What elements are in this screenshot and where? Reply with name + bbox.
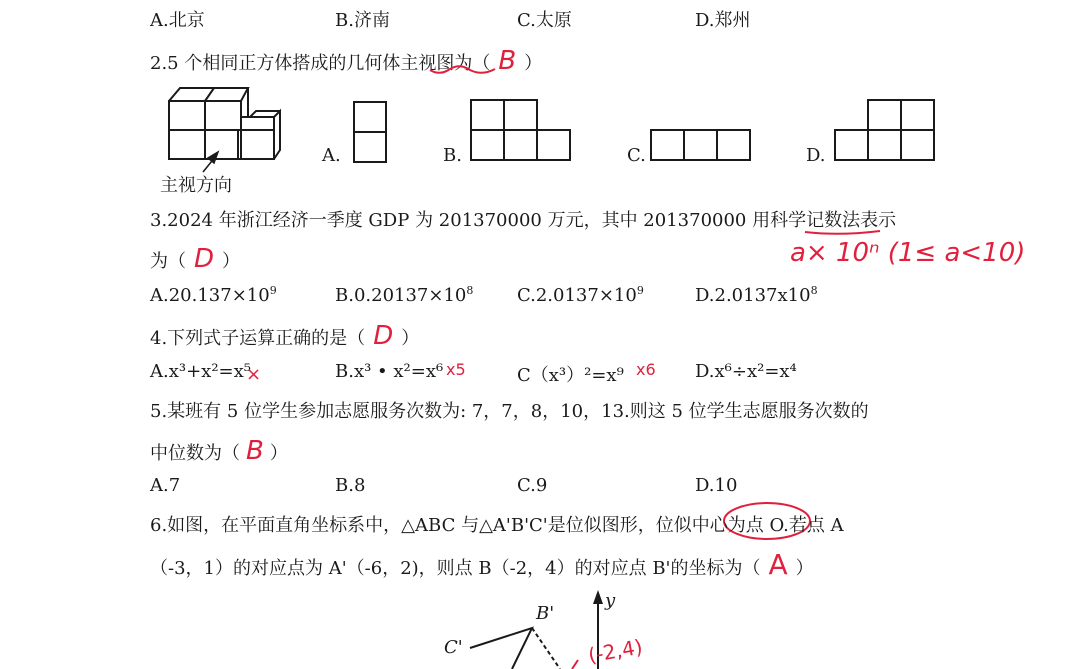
- q2-close: ）: [524, 53, 543, 74]
- q6-answer: A: [768, 548, 788, 581]
- q3-option-b-base: B.0.20137×10: [335, 285, 467, 306]
- q2-option-a-label: A.: [322, 145, 341, 166]
- q6-stem-line1: 6.如图，在平面直角坐标系中，△ABC 与△A'B'C'是位似图形，位似中心为点 O.若点 A: [150, 515, 844, 536]
- q3-handwritten-note: a× 10ⁿ (1≤ a<10): [790, 238, 1026, 268]
- q4-answer: D: [373, 321, 394, 351]
- q3-option-d-base: D.2.0137x10: [695, 285, 811, 306]
- q4-stem: [150, 321, 419, 351]
- q1-option-a: A.北京: [150, 10, 205, 31]
- q3-option-a-exp: 9: [269, 284, 277, 297]
- q4-mark-c: x6: [636, 360, 656, 379]
- q3-option-d-exp: 8: [810, 284, 818, 297]
- q6-label-b-prime: B': [536, 603, 555, 624]
- q4-option-a: A.x³+x²=x⁵: [150, 361, 251, 382]
- q3-option-b: [335, 284, 473, 306]
- q2-option-d-label: D.: [806, 145, 826, 166]
- q6-label-y-axis: y: [605, 590, 616, 611]
- q2-option-b-label: B.: [443, 145, 462, 166]
- q5-stem-suffix: ）: [269, 443, 288, 464]
- q6-stem-line2: [150, 548, 814, 581]
- y-axis-arrow: [593, 590, 603, 604]
- q6-handwritten-note: (-2,4): [586, 634, 645, 668]
- view-direction-label: 主视方向: [160, 175, 232, 196]
- q5-stem-line1: 5.某班有 5 位学生参加志愿服务次数为: 7，7，8，10，13.则这 5 位学生志愿服务次数的: [150, 401, 869, 422]
- q3-option-b-exp: 8: [466, 284, 474, 297]
- q4-stem-suffix: ）: [401, 328, 420, 349]
- q5-option-c: C.9: [517, 475, 548, 496]
- q2-solid-figure: [169, 88, 280, 159]
- q3-answer: D: [194, 244, 215, 274]
- q4-stem-prefix: 4.下列式子运算正确的是（: [150, 328, 366, 349]
- triangle-prime: [470, 628, 532, 669]
- q2-option-c-label: C.: [627, 145, 646, 166]
- q3-option-c: [517, 284, 644, 306]
- q3-option-a: [150, 284, 277, 306]
- q6-stem-text: （-3，1）的对应点为 A'（-6，2)，则点 B（-2，4）的对应点 B'的坐标为（: [150, 558, 761, 579]
- q6-red-mark: [572, 660, 578, 669]
- q4-option-c: C（x³）²=x⁹: [517, 365, 624, 386]
- q4-option-b: B.x³ • x²=x⁶: [335, 361, 444, 382]
- q2-stem-text: 2.5 个相同正方体搭成的几何体主视图为（: [150, 53, 491, 74]
- q2-option-c-figure: [651, 130, 750, 160]
- q1-option-d: D.郑州: [695, 10, 751, 31]
- q3-option-d: [695, 284, 818, 306]
- q4-mark-b: x5: [446, 360, 466, 379]
- q6-stem-suffix: ）: [795, 558, 814, 579]
- q5-answer: B: [246, 436, 264, 466]
- q6-figure: [470, 590, 603, 669]
- q4-mark-a: ×: [246, 364, 262, 385]
- projection-line: [532, 628, 560, 669]
- q3-stem-prefix: 为（: [150, 251, 186, 272]
- q2-option-a-figure: [354, 102, 386, 162]
- q3-stem-line2: [150, 244, 240, 274]
- q3-stem-suffix: ）: [222, 251, 241, 272]
- q1-option-b: B.济南: [335, 10, 390, 31]
- q5-option-d: D.10: [695, 475, 738, 496]
- q5-option-b: B.8: [335, 475, 366, 496]
- q5-stem-line2: [150, 436, 288, 466]
- q3-option-a-base: A.20.137×10: [150, 285, 270, 306]
- q1-option-c: C.太原: [517, 10, 572, 31]
- q5-stem-prefix: 中位数为（: [150, 443, 240, 464]
- q2-answer: B: [498, 46, 517, 76]
- q5-option-a: A.7: [150, 475, 181, 496]
- q3-option-c-exp: 9: [636, 284, 644, 297]
- q6-label-c-prime: C': [444, 637, 463, 658]
- q3-option-c-base: C.2.0137×10: [517, 285, 637, 306]
- q2-underline-annotation: [430, 66, 495, 73]
- q3-stem-line1: 3.2024 年浙江经济一季度 GDP 为 201370000 万元，其中 201370000 用科学记数法表示: [150, 210, 897, 231]
- q2-option-d-figure: [835, 100, 934, 160]
- q4-option-d: D.x⁶÷x²=x⁴: [695, 361, 797, 382]
- q2-option-b-figure: [471, 100, 570, 160]
